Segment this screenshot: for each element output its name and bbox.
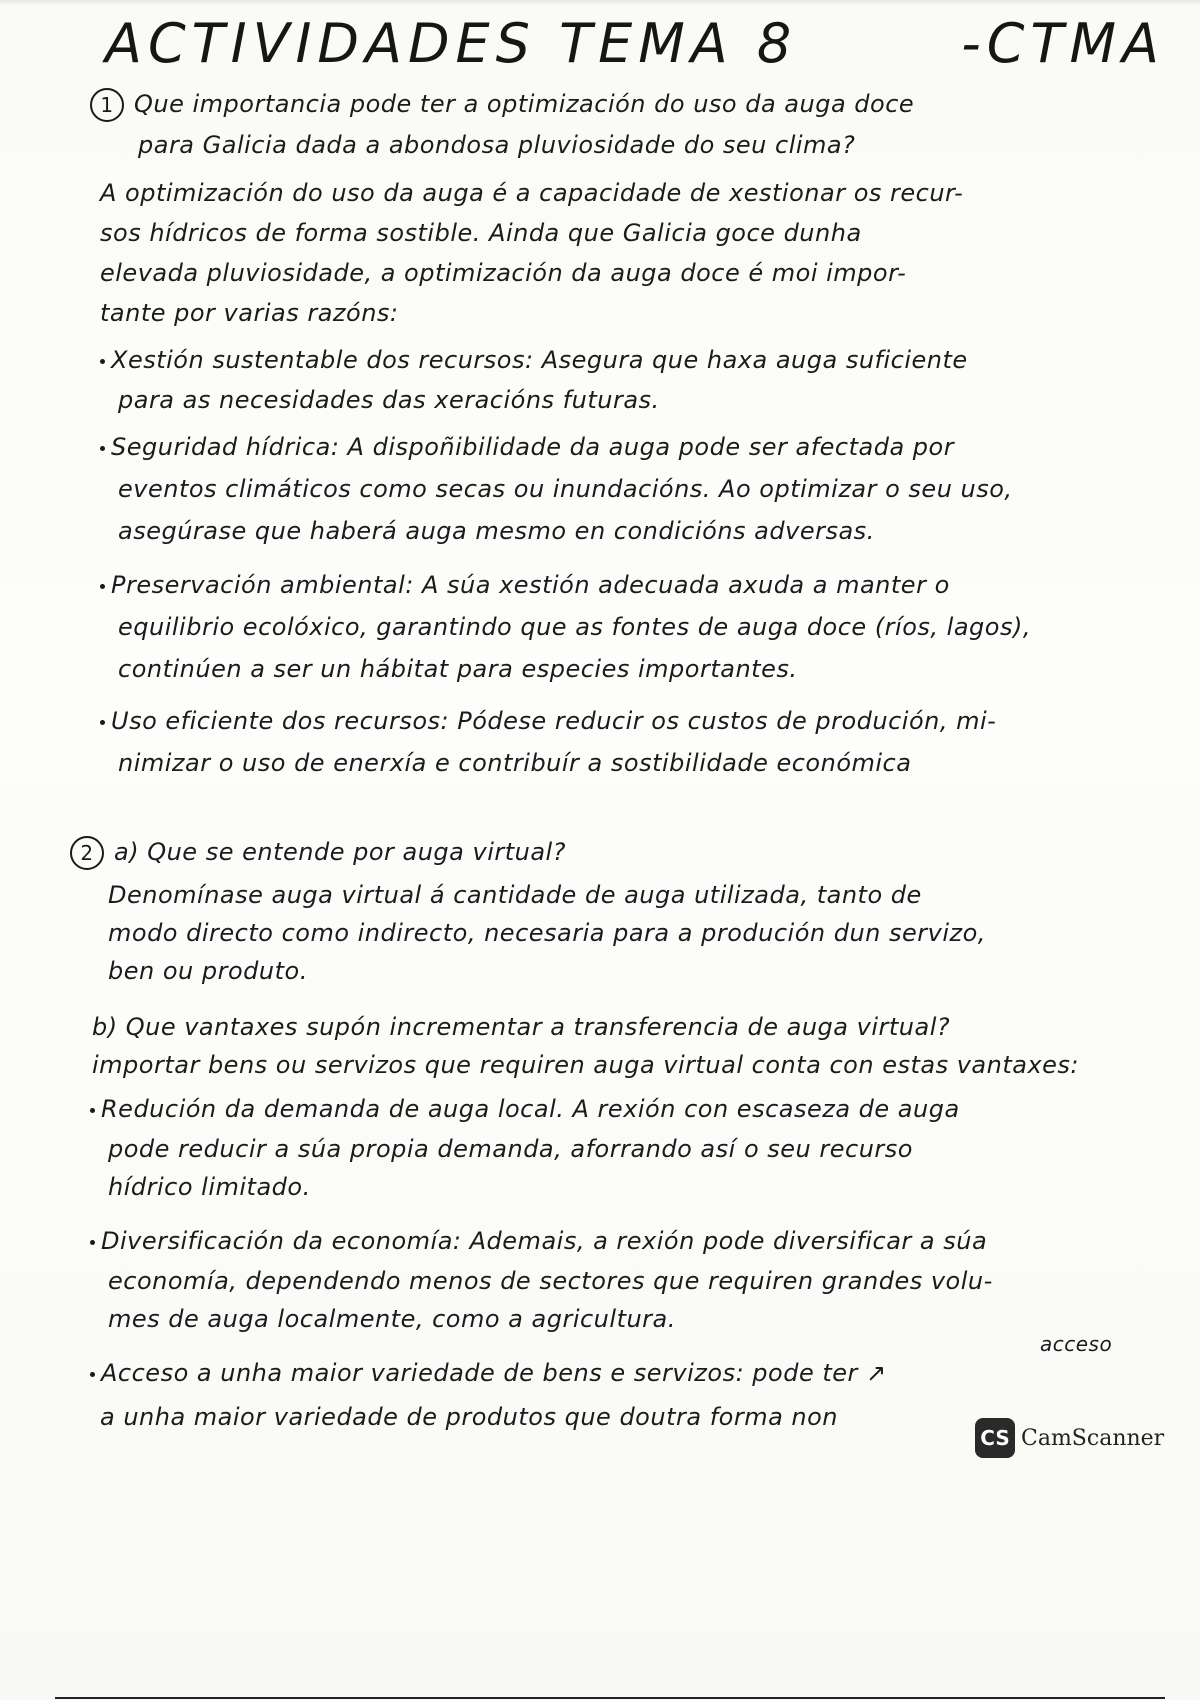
q1-bullet-3-line-2: equilibrio ecolóxico, garantindo que as fontes de auga doce (ríos, lagos), bbox=[118, 613, 1031, 641]
q2-bullet-2-line-3: mes de auga localmente, como a agricultura. bbox=[108, 1305, 676, 1333]
bullet-dot bbox=[100, 720, 105, 725]
q2-a-answer-line-1: Denomínase auga virtual á cantidade de auga utilizada, tanto de bbox=[108, 881, 922, 909]
page-title bbox=[105, 12, 1165, 75]
camscanner-label: CamScanner bbox=[1021, 1425, 1165, 1451]
q2-bullet-1-line-3: hídrico limitado. bbox=[108, 1173, 311, 1201]
q2-bullet-2-line-1: Diversificación da economía: Ademais, a rexión pode diversificar a súa bbox=[90, 1226, 987, 1256]
q1-bullet-2-line-1: Seguridad hídrica: A dispoñibilidade da auga pode ser afectada por bbox=[100, 432, 954, 462]
q2-bullet-1-line-1: Redución da demanda de auga local. A rexión con escaseza de auga bbox=[90, 1094, 960, 1124]
bullet-dot bbox=[100, 446, 105, 451]
q2-a-answer-line-2: modo directo como indirecto, necesaria para a produción dun servizo, bbox=[108, 919, 986, 947]
q1-bullet-4-line-1: Uso eficiente dos recursos: Pódese reducir os custos de produción, mi- bbox=[100, 706, 996, 736]
question-number-1: 1 bbox=[90, 88, 124, 122]
insertion-note: acceso bbox=[1040, 1332, 1113, 1356]
q2-b-question-line-1: b) Que vantaxes supón incrementar a transferencia de auga virtual? bbox=[92, 1013, 951, 1041]
camscanner-logo-icon: CS bbox=[975, 1418, 1015, 1458]
q1-bullet-1-line-1: Xestión sustentable dos recursos: Asegura que haxa auga suficiente bbox=[100, 345, 968, 375]
q2-bullet-3-line-1: Acceso a unha maior variedade de bens e servizos: pode ter ↗ bbox=[90, 1358, 887, 1388]
q1-question-line-2: para Galicia dada a abondosa pluviosidade do seu clima? bbox=[138, 131, 856, 159]
q1-intro-line-1: A optimización do uso da auga é a capacidade de xestionar os recur- bbox=[100, 179, 964, 207]
insertion-arrow-icon: ↗ bbox=[866, 1359, 887, 1387]
q2-b-question-line-2: importar bens ou servizos que requiren auga virtual conta con estas vantaxes: bbox=[92, 1051, 1080, 1079]
q1-bullet-2-line-2: eventos climáticos como secas ou inundacións. Ao optimizar o seu uso, bbox=[118, 475, 1013, 503]
bullet-dot bbox=[100, 359, 105, 364]
q1-bullet-3-line-1: Preservación ambiental: A súa xestión adecuada axuda a manter o bbox=[100, 570, 950, 600]
bullet-dot bbox=[90, 1108, 95, 1113]
q2-a-answer-line-3: ben ou produto. bbox=[108, 957, 308, 985]
page-title-main: ACTIVIDADES TEMA 8 bbox=[105, 12, 798, 75]
page-bottom-edge bbox=[55, 1697, 1165, 1699]
q1-bullet-2-line-3: asegúrase que haberá auga mesmo en condicións adversas. bbox=[118, 517, 875, 545]
bullet-dot bbox=[100, 584, 105, 589]
bullet-dot bbox=[90, 1240, 95, 1245]
q1-question-line-1: 1 Que importancia pode ter a optimización do uso da auga doce bbox=[90, 88, 914, 122]
page-title-subject: -CTMA bbox=[961, 12, 1165, 75]
scan-edge-shadow bbox=[0, 0, 1200, 6]
q1-bullet-3-line-3: continúen a ser un hábitat para especies importantes. bbox=[118, 655, 798, 683]
camscanner-watermark bbox=[975, 1418, 1164, 1458]
question-number-2: 2 bbox=[70, 836, 104, 870]
q2-bullet-3-line-2: a unha maior variedade de produtos que doutra forma non bbox=[100, 1403, 839, 1431]
bullet-dot bbox=[90, 1372, 95, 1377]
q2-bullet-2-line-2: economía, dependendo menos de sectores que requiren grandes volu- bbox=[108, 1267, 993, 1295]
q1-bullet-4-line-2: nimizar o uso de enerxía e contribuír a sostibilidade económica bbox=[118, 749, 912, 777]
q1-intro-line-2: sos hídricos de forma sostible. Ainda que Galicia goce dunha bbox=[100, 219, 862, 247]
q1-intro-line-4: tante por varias razóns: bbox=[100, 299, 399, 327]
q2-a-question: 2 a) Que se entende por auga virtual? bbox=[70, 836, 566, 870]
q1-intro-line-3: elevada pluviosidade, a optimización da auga doce é moi impor- bbox=[100, 259, 907, 287]
q2-bullet-1-line-2: pode reducir a súa propia demanda, aforrando así o seu recurso bbox=[108, 1135, 913, 1163]
q1-bullet-1-line-2: para as necesidades das xeracións futuras. bbox=[118, 386, 660, 414]
